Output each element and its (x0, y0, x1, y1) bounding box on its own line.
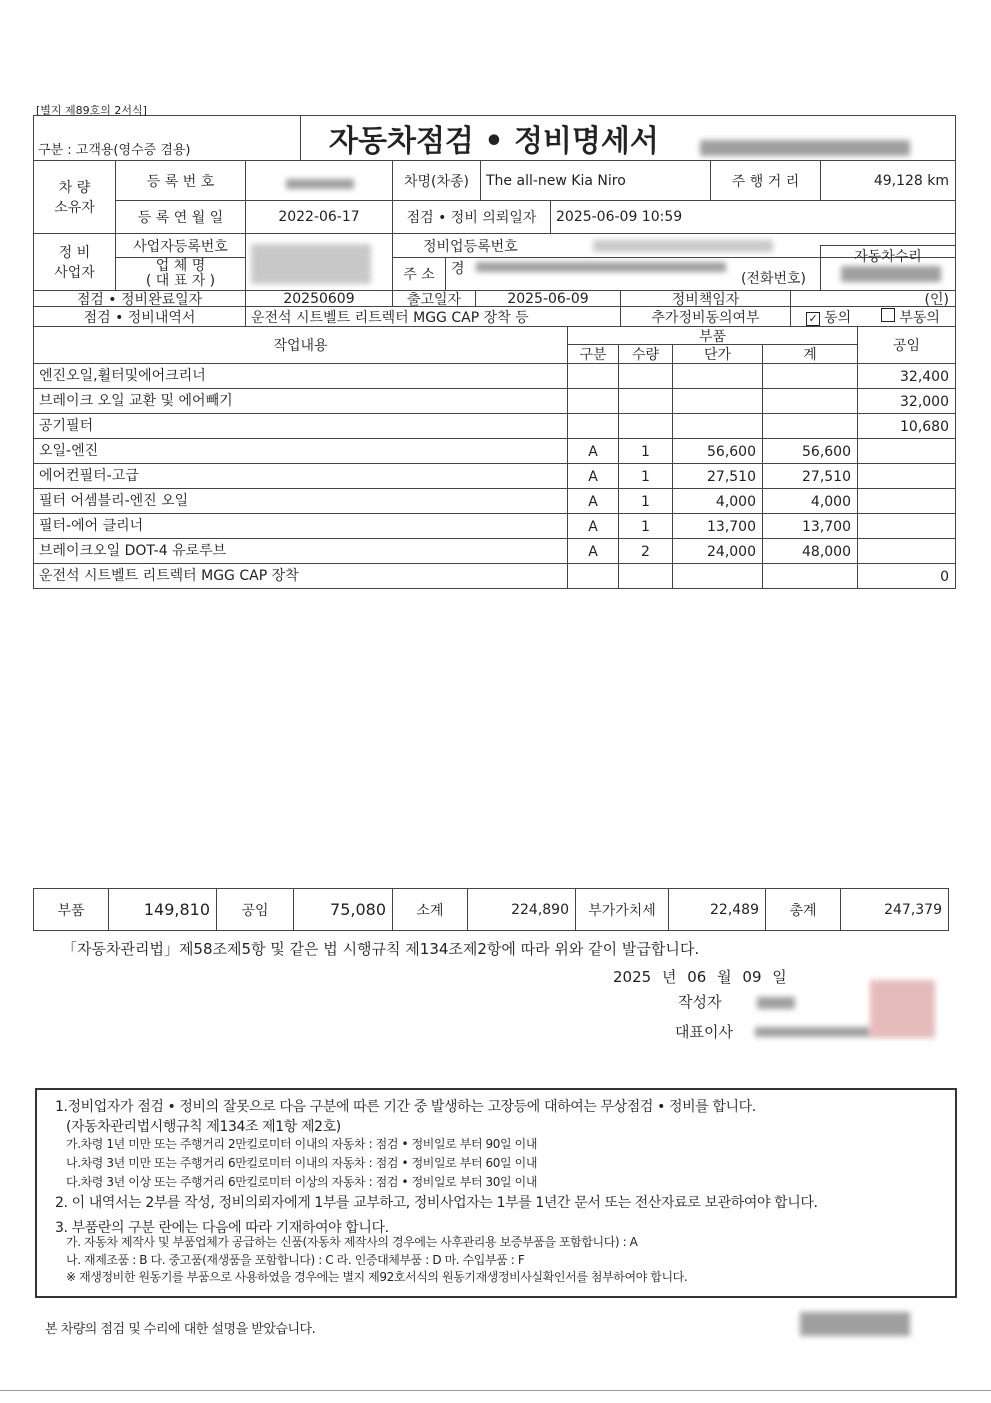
subtotal: 224,890 (467, 888, 576, 931)
row-type (567, 363, 619, 389)
shop-name-label: 업 체 명 ( 대 표 자 ) (115, 257, 246, 291)
row-total (762, 363, 858, 389)
row-type: A (567, 538, 619, 564)
car-name-label: 차명(차종) (392, 160, 481, 201)
totals-labor: 75,080 (293, 888, 393, 931)
row-unit (672, 363, 763, 389)
grand-total: 247,379 (840, 888, 949, 931)
notice-line: 가.차령 1년 미만 또는 주행거리 2만킬로미터 이내의 자동차 : 점검 • 정비일로 부터 90일 이내 (66, 1137, 538, 1151)
notice-line: 1.정비업자가 점검 • 정비의 잘못으로 다음 구분에 따른 기간 중 발생하는 고장등에 대하여는 무상점검 • 정비를 합니다. (55, 1099, 756, 1115)
mileage-value: 49,128 km (820, 160, 956, 201)
mileage-label: 주 행 거 리 (710, 160, 821, 201)
row-work: 공기필터 (33, 413, 568, 439)
ceo-label: 대표이사 (675, 1023, 733, 1041)
reg-date-label: 등 록 연 월 일 (115, 200, 246, 234)
row-unit: 24,000 (672, 538, 763, 564)
phone-label: (전화번호) (740, 271, 806, 287)
row-labor (857, 513, 956, 539)
request-date-value: 2025-06-09 10:59 (550, 200, 956, 234)
row-total: 13,700 (762, 513, 858, 539)
manager-label: 정비책임자 (620, 290, 791, 307)
acknowledgement: 본 차량의 점검 및 수리에 대한 설명을 받았습니다. (45, 1322, 316, 1337)
consent-yes-checkbox[interactable]: ✓ 동의 (806, 307, 851, 327)
row-work: 에어컨필터-고급 (33, 463, 568, 489)
row-work: 필터-에어 클리너 (33, 513, 568, 539)
shop-section-label: 정 비 사업자 (33, 233, 116, 291)
shop-name-value (245, 233, 393, 291)
subtotal-label: 소계 (392, 888, 468, 931)
row-unit: 13,700 (672, 513, 763, 539)
redacted-doc-number (700, 140, 910, 156)
car-name-value: The all-new Kia Niro (480, 160, 711, 201)
row-work: 브레이크오일 DOT-4 유로루브 (33, 538, 568, 564)
row-total: 56,600 (762, 438, 858, 464)
seal-stamp (870, 980, 935, 1038)
notice-line: 가. 자동차 제작사 및 부품업체가 공급하는 신품(자동차 제작사의 경우에는 사후관리용 보증부품을 포함합니다) : A (66, 1235, 638, 1249)
totals-labor-label: 공임 (216, 888, 294, 931)
row-labor (857, 438, 956, 464)
row-unit: 27,510 (672, 463, 763, 489)
address-label: 주 소 (392, 257, 446, 291)
issuance-text: 「자동차관리법」제58조제5항 및 같은 법 시행규칙 제134조제2항에 따라 위와 같이 발급합니다. (62, 940, 700, 958)
shop-reg-label: 정비업등록번호 (392, 233, 956, 258)
notice-line: ※ 재생정비한 원동기를 부품으로 사용하였을 경우에는 별지 제92호서식의 원동기재생정비사실확인서를 첨부하여야 합니다. (66, 1270, 688, 1284)
redacted-writer (757, 997, 795, 1009)
row-labor (857, 538, 956, 564)
row-qty: 1 (618, 513, 673, 539)
row-type: A (567, 488, 619, 514)
totals-parts: 149,810 (108, 888, 217, 931)
biz-no-label: 사업자등록번호 (115, 233, 246, 258)
row-labor (857, 463, 956, 489)
col-work: 작업내용 (33, 326, 568, 364)
row-total: 4,000 (762, 488, 858, 514)
notice-line: 3. 부품란의 구분 란에는 다음에 따라 기재하여야 합니다. (55, 1220, 389, 1236)
row-unit (672, 563, 763, 589)
row-labor: 0 (857, 563, 956, 589)
row-qty (618, 363, 673, 389)
row-unit: 4,000 (672, 488, 763, 514)
row-unit: 56,600 (672, 438, 763, 464)
category: 구분 : 고객용(영수증 겸용) (33, 115, 301, 161)
bottom-divider (0, 1390, 991, 1391)
details-value: 운전석 시트벨트 리트렉터 MGG CAP 장착 등 (245, 306, 621, 327)
reg-no-value (245, 160, 393, 201)
consent-label: 추가정비동의여부 (620, 306, 791, 327)
request-date-label: 점검 • 정비 의뢰일자 (392, 200, 551, 234)
release-date: 2025-06-09 (475, 290, 621, 307)
row-qty: 1 (618, 463, 673, 489)
reg-date-value: 2022-06-17 (245, 200, 393, 234)
row-labor: 10,680 (857, 413, 956, 439)
notice-line: 2. 이 내역서는 2부를 작성, 정비의뢰자에게 1부를 교부하고, 정비사업자는 1부를 1년간 문서 또는 전산자료로 보관하여야 합니다. (55, 1195, 818, 1211)
col-total: 계 (762, 344, 858, 364)
totals-parts-label: 부품 (33, 888, 109, 931)
completion-label: 점검 • 정비완료일자 (33, 290, 246, 307)
redacted-ceo (755, 1027, 870, 1037)
row-labor (857, 488, 956, 514)
vat-label: 부가가치세 (575, 888, 669, 931)
row-qty: 1 (618, 438, 673, 464)
consent-options (790, 306, 956, 327)
row-total: 48,000 (762, 538, 858, 564)
col-unit: 단가 (672, 344, 763, 364)
row-work: 브레이크 오일 교환 및 에어빼기 (33, 388, 568, 414)
row-unit (672, 413, 763, 439)
row-labor: 32,400 (857, 363, 956, 389)
reg-no-label: 등 록 번 호 (115, 160, 246, 201)
notice-line: 나. 재제조품 : B 다. 중고품(재생품을 포함합니다) : C 라. 인증대체부품 : D 마. 수입부품 : F (66, 1253, 525, 1267)
row-qty: 1 (618, 488, 673, 514)
row-qty: 2 (618, 538, 673, 564)
notice-line: 다.차령 3년 이상 또는 주행거리 6만킬로미터 이상의 자동차 : 점검 • 정비일로 부터 30일 이내 (66, 1175, 538, 1189)
row-type (567, 413, 619, 439)
row-labor: 32,000 (857, 388, 956, 414)
row-type: A (567, 463, 619, 489)
row-work: 운전석 시트벨트 리트렉터 MGG CAP 장착 (33, 563, 568, 589)
total-label: 총계 (765, 888, 841, 931)
row-total (762, 388, 858, 414)
row-total: 27,510 (762, 463, 858, 489)
row-work: 엔진오일,휠터및에어크리너 (33, 363, 568, 389)
completion-date: 20250609 (245, 290, 393, 307)
owner-section-label: 차 량 소유자 (33, 160, 116, 234)
row-qty (618, 413, 673, 439)
col-parts: 부품 (567, 326, 858, 345)
notice-line: 나.차령 3년 미만 또는 주행거리 6만킬로미터 이내의 자동차 : 점검 • 정비일로 부터 60일 이내 (66, 1156, 538, 1170)
release-label: 출고일자 (392, 290, 476, 307)
consent-no-checkbox[interactable]: 부동의 (881, 307, 940, 327)
shop-type: 자동차수리 (820, 245, 956, 291)
col-qty: 수량 (618, 344, 673, 364)
form-number: [별지 제89호의 2서식] (36, 104, 147, 117)
notice-line: (자동차관리법시행규칙 제134조 제1항 제2호) (66, 1119, 341, 1135)
row-qty (618, 563, 673, 589)
page-title: 자동차점검 • 정비명세서 (300, 115, 956, 161)
row-qty (618, 388, 673, 414)
issue-date: 2025 년 06 월 09 일 (613, 968, 787, 986)
details-label: 점검 • 정비내역서 (33, 306, 246, 327)
address-value: 경 (전화번호) (445, 257, 821, 291)
row-type (567, 563, 619, 589)
row-type: A (567, 513, 619, 539)
row-work: 오일-엔진 (33, 438, 568, 464)
row-work: 필터 어셈블리-엔진 오일 (33, 488, 568, 514)
row-unit (672, 388, 763, 414)
customer-signature (800, 1312, 910, 1336)
writer-label: 작성자 (678, 993, 722, 1011)
manager-value: (인) (790, 290, 956, 307)
vat: 22,489 (668, 888, 766, 931)
row-type (567, 388, 619, 414)
row-total (762, 563, 858, 589)
col-labor: 공임 (857, 326, 956, 364)
row-total (762, 413, 858, 439)
row-type: A (567, 438, 619, 464)
col-type: 구분 (567, 344, 619, 364)
